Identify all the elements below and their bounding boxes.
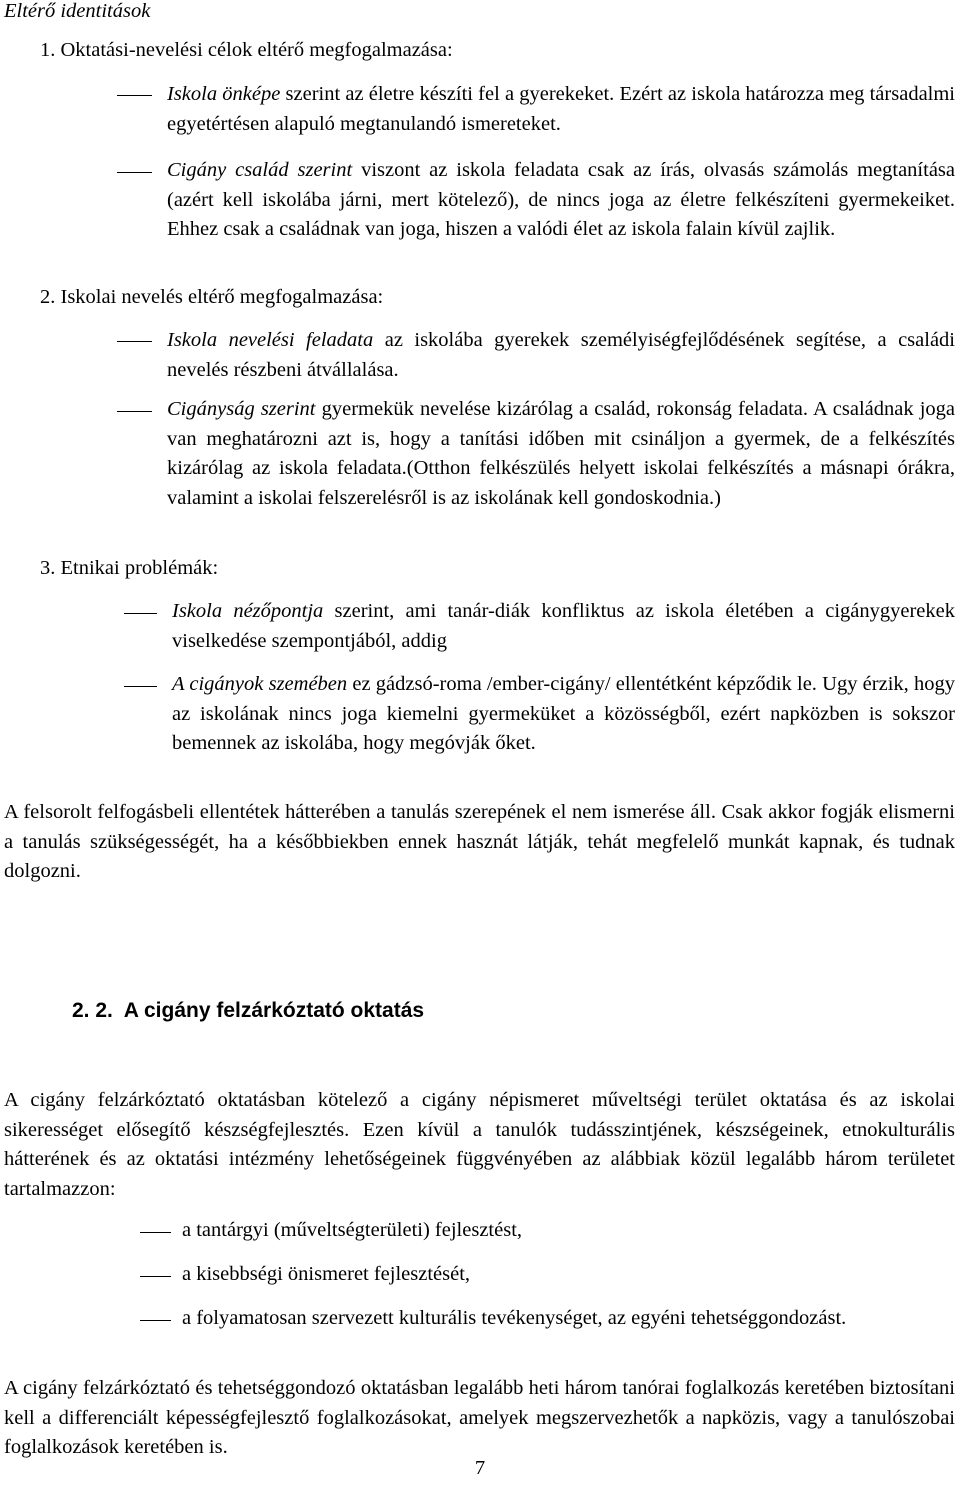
bullet-dash — [124, 686, 157, 687]
bullet-dash — [140, 1276, 171, 1277]
item-2-label: 2. Iskolai nevelés eltérő megfogalmazása: — [40, 286, 384, 308]
area-list-item: a tantárgyi (műveltségterületi) fejlesztést, — [182, 1219, 523, 1241]
bullet-dash — [117, 411, 152, 412]
bullet-dash — [140, 1320, 171, 1321]
chapter-heading — [72, 997, 424, 1025]
chapter-number: 2. 2. — [72, 999, 113, 1022]
section-heading: Eltérő identitások — [4, 0, 151, 22]
bullet-dash — [117, 172, 152, 173]
intro-paragraph: A cigány felzárkóztató oktatásban kötelező a cigány népismeret műveltségi terület oktatása és az iskolai sikerességet elősegítő készségfejlesztés. Ezen kívül a tanulók tudásszintjének, készségeinek, etnokulturális hátterének és az oktatási intézmény lehetőségeinek függvényében az alábbiak közül legalább három területet tartalmazzon: — [4, 1089, 955, 1200]
bullet-dash — [140, 1232, 171, 1233]
closing-paragraph: A cigány felzárkóztató és tehetséggondozó oktatásban legalább heti három tanórai foglalkozás keretében biztosítani kell a differenciált képességfejlesztő foglalkozásokat, amelyek megszervezhetők a napközis, vagy a tanulószobai foglalkozások keretében is. — [4, 1377, 955, 1458]
item-1-bullet-1: Iskola önképe szerint az életre készíti fel a gyerekeket. Ezért az iskola határozza meg társadalmi egyetértésen alapuló megtanulandó ismereteket. — [167, 83, 955, 135]
bullet-dash — [124, 613, 157, 614]
chapter-title: A cigány felzárkóztató oktatás — [123, 999, 425, 1022]
item-3-bullet-1: Iskola nézőpontja szerint, ami tanár-diák konfliktus az iskola életében a cigánygyerekek viselkedése szempontjából, addig — [172, 600, 955, 652]
summary-paragraph: A felsorolt felfogásbeli ellentétek hátterében a tanulás szerepének el nem ismerése áll. Csak akkor fogják elismerni a tanulás szükségességét, ha a későbbiekben ennek hasznát látják, tehát megfelelő munkát kapnak, és tudnak dolgozni. — [4, 801, 955, 882]
bullet-dash — [117, 341, 152, 342]
item-3-bullet-2: A cigányok szemében ez gádzsó-roma /ember-cigány/ ellentétként képződik le. Ugy érzik, hogy az iskolának nincs joga kiemelni gyermeküket a közösségből, ezért napközben is sokszor bemennek az iskolába, hogy megóvják őket. — [172, 673, 956, 754]
item-2-bullet-2: Cigányság szerint gyermekük nevelése kizárólag a család, rokonság feladata. A családnak joga van meghatározni azt is, hogy a tanítási időben mit csináljon a gyermek, de a felkészítés kizárólag az iskola feladata.(Otthon felkészülés helyett iskolai felkészítés a másnapi órákra, valamint a iskolai felszerelésről is az iskolának kell gondoskodnia.) — [167, 398, 956, 509]
item-1-bullet-2: Cigány család szerint viszont az iskola feladata csak az írás, olvasás számolás megtanítása (azért kell iskolába járni, mert kötelező), de nincs joga az életre felkészíteni gyermekeiket. Ehhez csak a családnak van joga, hiszen a valódi élet az iskola falain kívül zajlik. — [167, 159, 955, 240]
page-number: 7 — [474, 1457, 486, 1479]
area-list-item: a folyamatosan szervezett kulturális tevékenységet, az egyéni tehetséggondozást. — [182, 1307, 847, 1329]
item-2-bullet-1: Iskola nevelési feladata az iskolába gyerekek személyiségfejlődésének segítése, a családi nevelés részbeni átvállalása. — [167, 329, 955, 381]
bullet-dash — [117, 95, 152, 96]
area-list-item: a kisebbségi önismeret fejlesztését, — [182, 1263, 471, 1285]
item-1-label: 1. Oktatási-nevelési célok eltérő megfogalmazása: — [40, 39, 453, 61]
item-3-label: 3. Etnikai problémák: — [40, 557, 219, 579]
